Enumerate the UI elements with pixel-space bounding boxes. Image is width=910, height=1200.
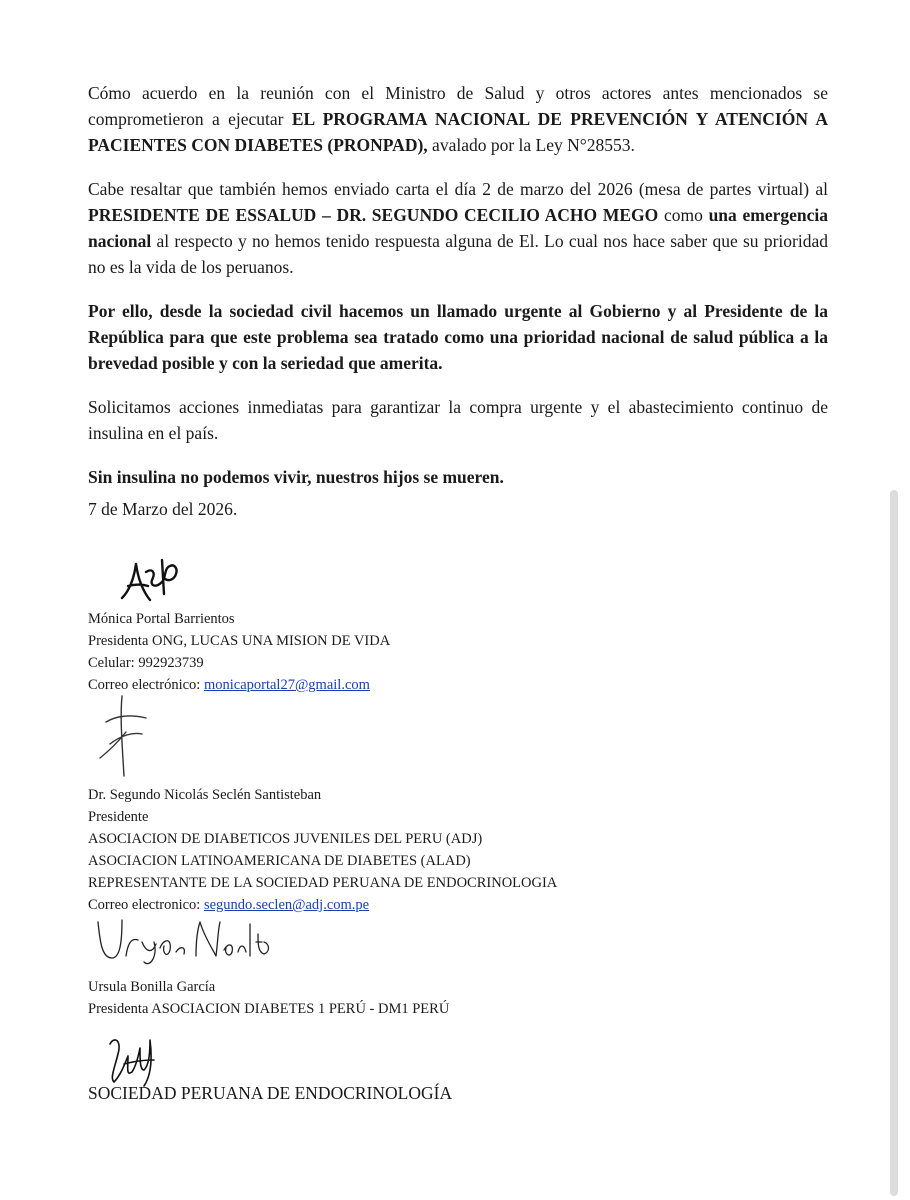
signatory-1-title: Presidenta ONG, LUCAS UNA MISION DE VIDA — [88, 633, 391, 649]
paragraph-2 — [88, 176, 828, 280]
signatory-2-block — [88, 784, 557, 916]
paragraph-3-bold: Por ello, desde la sociedad civil hacemos un llamado urgente al Gobierno y al Presidente de la República para que este problema sea tratado como una prioridad nacional de salud pública a la brevedad posible y con la seriedad que amerita. — [88, 301, 828, 373]
signatory-2-email-label: Correo electronico: — [88, 897, 204, 913]
closing-organization: SOCIEDAD PERUANA DE ENDOCRINOLOGÍA — [88, 1083, 453, 1103]
signatory-2-org-3: REPRESENTANTE DE LA SOCIEDAD PERUANA DE ENDOCRINOLOGIA — [88, 875, 558, 891]
paragraph-1-tail: avalado por la Ley N°28553. — [427, 135, 635, 155]
paragraph-5-bold: Sin insulina no podemos vivir, nuestros hijos se mueren. — [88, 467, 504, 487]
paragraph-3 — [88, 298, 828, 376]
letter-date: 7 de Marzo del 2026. — [88, 499, 238, 519]
signatory-2-org-2: ASOCIACION LATINOAMERICANA DE DIABETES (ALAD) — [88, 853, 471, 869]
paragraph-2-tail: al respecto y no hemos tenido respuesta alguna de El. Lo cual nos hace saber que su prioridad no es la vida de los peruanos. — [88, 231, 828, 277]
paragraph-2-bold-recipient: PRESIDENTE DE ESSALUD – DR. SEGUNDO CECILIO ACHO MEGO — [88, 205, 659, 225]
paragraph-2-bold-emergency: una emergencia nacional — [88, 205, 828, 251]
signatory-2-org-1: ASOCIACION DE DIABETICOS JUVENILES DEL PERU (ADJ) — [88, 831, 483, 847]
paragraph-5 — [88, 464, 828, 490]
signatory-3-name: Ursula Bonilla García — [88, 979, 216, 995]
signatory-1-phone: Celular: 992923739 — [88, 655, 204, 671]
signature-monica-portal — [112, 550, 212, 610]
signatory-1-email-label: Correo electrónico: — [88, 677, 204, 693]
paragraph-2-connector: como — [658, 205, 709, 225]
signatory-2-email-link[interactable]: segundo.seclen@adj.com.pe — [203, 897, 370, 913]
signatory-3-title: Presidenta ASOCIACION DIABETES 1 PERÚ - DM1 PERÚ — [88, 1001, 450, 1017]
signatory-3-block — [88, 976, 449, 1020]
signatory-1-email-link[interactable]: monicaportal27@gmail.com — [203, 677, 370, 693]
paragraph-4: Solicitamos acciones inmediatas para garantizar la compra urgente y el abastecimiento continuo de insulina en el país. — [88, 397, 828, 443]
paragraph-2-text: Cabe resaltar que también hemos enviado carta el día 2 de marzo del 2026 (mesa de partes virtual) al — [88, 179, 828, 199]
paragraph-1 — [88, 80, 828, 158]
paragraph-1-bold: EL PROGRAMA NACIONAL DE PREVENCIÓN Y ATENCIÓN A PACIENTES CON DIABETES (PRONPAD), — [88, 109, 828, 155]
signature-ursula-bonilla — [92, 912, 272, 972]
signatory-1-block — [88, 608, 390, 696]
signatory-2-name: Dr. Segundo Nicolás Seclén Santisteban — [88, 787, 322, 803]
letter-body — [88, 80, 828, 508]
signature-segundo-seclen — [92, 692, 162, 782]
scrollbar[interactable] — [890, 490, 898, 1196]
signatory-2-title: Presidente — [88, 809, 149, 825]
signatory-1-name: Mónica Portal Barrientos — [88, 611, 235, 627]
paragraph-1-text: Cómo acuerdo en la reunión con el Ministro de Salud y otros actores antes mencionados se comprometieron a ejecutar — [88, 83, 828, 129]
